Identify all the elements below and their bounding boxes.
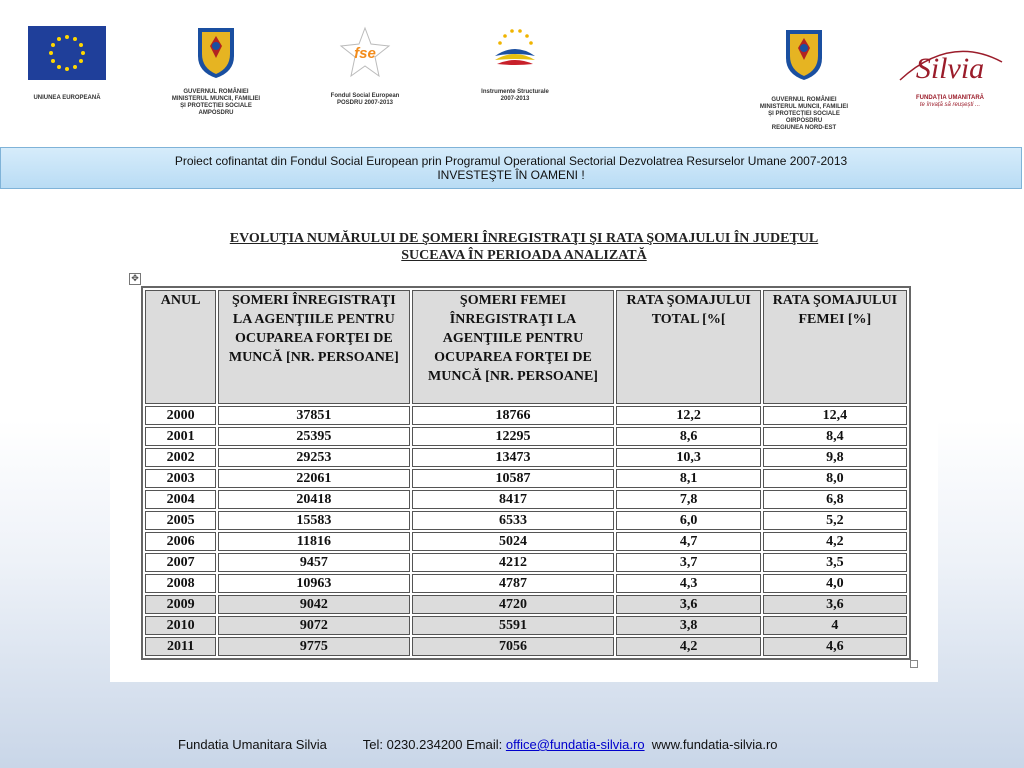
banner-line-1: Proiect cofinantat din Fondul Social European prin Programul Operational Sectorial Dezvolatrea Resurselor Umane 2007-2013 [174,154,848,168]
table-row [145,469,907,488]
cell-female-rate: 4,6 [763,637,907,656]
cell-female-unemployed: 13473 [412,448,615,467]
cell-female-rate: 3,5 [763,553,907,572]
footer [178,737,778,752]
table-row [145,616,907,635]
header-registered-unemployed: ŞOMERI ÎNREGISTRAŢI LA AGENŢIILE PENTRU OCUPAREA FORŢEI DE MUNCĂ [NR. PERSOANE] [218,290,409,404]
cell-registered-unemployed: 37851 [218,406,409,425]
cell-female-unemployed: 10587 [412,469,615,488]
cell-year: 2005 [145,511,216,530]
cell-female-rate: 4,2 [763,532,907,551]
header-total-rate: RATA ŞOMAJULUI TOTAL [%[ [616,290,760,404]
table-header-row [145,290,907,404]
footer-tel: Tel: 0230.234200 Email: [362,737,506,752]
eu-flag-icon [28,26,106,80]
cell-registered-unemployed: 9072 [218,616,409,635]
header-female-rate: RATA ŞOMAJULUI FEMEI [%] [763,290,907,404]
cell-female-unemployed: 18766 [412,406,615,425]
cell-registered-unemployed: 25395 [218,427,409,446]
cell-year: 2004 [145,490,216,509]
cell-registered-unemployed: 29253 [218,448,409,467]
footer-org: Fundatia Umanitara Silvia [178,737,327,752]
cell-female-rate: 9,8 [763,448,907,467]
cell-female-unemployed: 4720 [412,595,615,614]
cell-total-rate: 4,3 [616,574,760,593]
table-title [110,230,938,264]
cell-female-rate: 5,2 [763,511,907,530]
cell-total-rate: 8,6 [616,427,760,446]
cell-female-unemployed: 7056 [412,637,615,656]
eu-logo [22,26,112,102]
cell-year: 2011 [145,637,216,656]
table-title-line-2: SUCEAVA ÎN PERIOADA ANALIZATĂ [401,248,647,263]
cell-total-rate: 4,7 [616,532,760,551]
cell-year: 2000 [145,406,216,425]
header-year: ANUL [145,290,216,404]
table-row [145,532,907,551]
table-body [145,406,907,656]
unemployment-table [141,286,911,660]
silvia-logo [892,40,1008,109]
table-row [145,595,907,614]
cell-female-unemployed: 12295 [412,427,615,446]
silvia-caption: FUNDAȚIA UMANITARĂ [916,95,984,101]
header-female-unemployed: ŞOMERI FEMEI ÎNREGISTRAŢI LA AGENŢIILE PENTRU OCUPAREA FORŢEI DE MUNCĂ [NR. PERSOANE] [412,290,615,404]
guvern-caption-1: GUVERNUL ROMÂNIEI MINISTERUL MUNCII, FAMILIEI ȘI PROTECȚIEI SOCIALE AMPOSDRU [171,89,261,116]
project-banner [0,147,1022,189]
cell-year: 2001 [145,427,216,446]
table-row [145,448,907,467]
guvern-caption-2: GUVERNUL ROMÂNIEI MINISTERUL MUNCII, FAMILIEI ȘI PROTECȚIEI SOCIALE OIRPOSDRU REGIUNEA NORD-EST [759,97,849,131]
guvern-logo-1 [160,24,272,117]
cell-total-rate: 3,7 [616,553,760,572]
cell-female-rate: 4,0 [763,574,907,593]
cell-female-unemployed: 4212 [412,553,615,572]
instrumente-structurale-icon [485,22,545,82]
table-row [145,406,907,425]
cell-female-rate: 12,4 [763,406,907,425]
cell-registered-unemployed: 15583 [218,511,409,530]
cell-female-rate: 8,0 [763,469,907,488]
cell-registered-unemployed: 9457 [218,553,409,572]
silvia-tagline: te învață să reușești ... [919,102,981,108]
cell-year: 2006 [145,532,216,551]
fse-mark-text: fse [354,45,376,62]
cell-registered-unemployed: 9775 [218,637,409,656]
cell-year: 2010 [145,616,216,635]
table-row [145,511,907,530]
cell-year: 2002 [145,448,216,467]
instrumente-logo [470,22,560,103]
cell-year: 2007 [145,553,216,572]
guvern-logo-2 [748,26,860,132]
cell-female-unemployed: 6533 [412,511,615,530]
cell-total-rate: 10,3 [616,448,760,467]
cell-year: 2008 [145,574,216,593]
cell-total-rate: 7,8 [616,490,760,509]
cell-female-rate: 6,8 [763,490,907,509]
footer-web: www.fundatia-silvia.ro [651,737,778,752]
table-panel [110,200,938,682]
cell-female-unemployed: 5024 [412,532,615,551]
romania-coat-of-arms-icon-2 [782,26,826,82]
cell-female-rate: 3,6 [763,595,907,614]
cell-year: 2009 [145,595,216,614]
table-row [145,637,907,656]
romania-coat-of-arms-icon [194,24,238,80]
fse-caption: Fondul Social European POSDRU 2007-2013 [330,93,400,106]
cell-female-unemployed: 4787 [412,574,615,593]
cell-female-unemployed: 5591 [412,616,615,635]
eu-caption: UNIUNEA EUROPEANĂ [33,95,101,101]
cell-registered-unemployed: 10963 [218,574,409,593]
fse-logo-icon [337,24,393,80]
fse-logo [320,24,410,107]
table-title-line-1: EVOLUŢIA NUMĂRULUI DE ŞOMERI ÎNREGISTRAŢI ŞI RATA ŞOMAJULUI ÎN JUDEŢUL [229,231,819,246]
footer-email-link[interactable]: office@fundatia-silvia.ro [505,737,645,752]
cell-registered-unemployed: 20418 [218,490,409,509]
cell-total-rate: 8,1 [616,469,760,488]
table-resize-handle[interactable] [910,660,918,668]
cell-total-rate: 6,0 [616,511,760,530]
table-row [145,574,907,593]
cell-female-rate: 8,4 [763,427,907,446]
cell-total-rate: 3,8 [616,616,760,635]
table-row [145,427,907,446]
cell-registered-unemployed: 9042 [218,595,409,614]
banner-line-2: INVESTEŞTE ÎN OAMENI ! [437,168,585,182]
table-row [145,490,907,509]
instrumente-caption: Instrumente Structurale 2007-2013 [481,89,549,102]
cell-registered-unemployed: 11816 [218,532,409,551]
table-move-handle-icon[interactable]: ✥ [129,273,141,285]
cell-female-unemployed: 8417 [412,490,615,509]
cell-total-rate: 12,2 [616,406,760,425]
cell-year: 2003 [145,469,216,488]
cell-female-rate: 4 [763,616,907,635]
silvia-logo-icon [892,40,1008,92]
cell-registered-unemployed: 22061 [218,469,409,488]
table-row [145,553,907,572]
cell-total-rate: 3,6 [616,595,760,614]
cell-total-rate: 4,2 [616,637,760,656]
silvia-mark-text: Silvia [915,52,985,85]
